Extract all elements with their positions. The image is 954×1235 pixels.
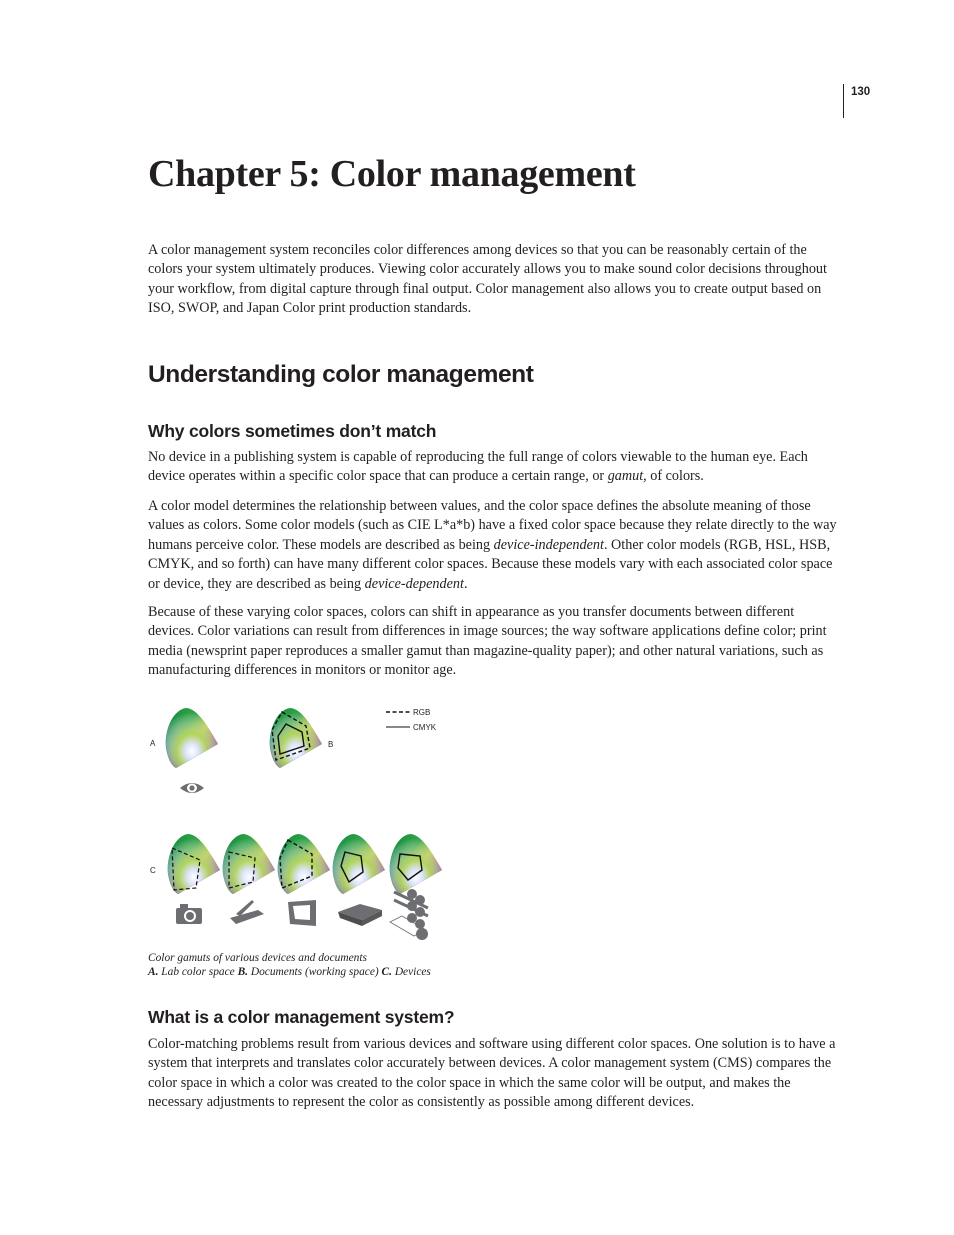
camera-icon (176, 904, 202, 924)
working-space-gamut-diagram (270, 708, 322, 768)
monitor-icon (288, 900, 316, 926)
subsection-heading-cms: What is a color management system? (148, 1007, 455, 1027)
chapter-title: Chapter 5: Color management (148, 153, 636, 195)
paragraph-color-model: A color model determines the relationship between values, and the color space defines the absolute meaning of those values as colors. Some color models (such as CIE L*a*b) have a fixed color space because they relate directly to the way humans perceive color. These models are described as being device-independent. Other color models (RGB, HSL, HSB, CMYK, and so forth) can have many different color spaces. Because these models vary with each associated color space or device, they are described as being device-dependent. (148, 498, 837, 592)
eye-icon (180, 783, 204, 793)
monitor-gamut-diagram (278, 834, 330, 894)
press-icon (390, 889, 428, 940)
caption-title: Color gamuts of various devices and documents (148, 952, 367, 964)
caption-legend: A. Lab color space B. Documents (working space) C. Devices (148, 966, 431, 978)
page-number-rule (843, 84, 844, 118)
legend-rgb-label: RGB (413, 708, 431, 717)
paragraph-gamut: No device in a publishing system is capable of reproducing the full range of colors viewable to the human eye. Each device operates within a specific color space that can produce a certain range, or gamut, of colors. (148, 449, 808, 485)
lab-gamut-diagram (166, 708, 218, 768)
figure-caption (148, 951, 431, 979)
figure-label-a: A (150, 739, 156, 748)
section-heading: Understanding color management (148, 361, 534, 388)
press-gamut-diagram (390, 834, 442, 894)
printer-icon (338, 904, 382, 926)
paragraph-color-shift: Because of these varying color spaces, colors can shift in appearance as you transfer documents between different devices. Color variations can result from differences in image sources; the way software applications define color; print media (newsprint paper reproduces a smaller gamut than magazine-quality paper); and other natural variations, such as manufacturing differences in monitors or monitor age. (148, 604, 827, 679)
paragraph-cms: Color-matching problems result from various devices and software using different color spaces. One solution is to have a system that interprets and translates color accurately between devices. A color management system (CMS) compares the color space in which a color was created to the color space in which the same color will be output, and makes the necessary adjustments to represent the color as consistently as possible among different devices. (148, 1036, 836, 1111)
printer-gamut-diagram (333, 834, 385, 894)
intro-paragraph: A color management system reconciles color differences among devices so that you can be reasonably certain of the colors your system ultimately produces. Viewing color accurately allows you to make sound color decisions throughout your workflow, from digital capture through final output. Color management also allows you to create output based on ISO, SWOP, and Japan Color print production standards. (148, 242, 827, 317)
page-number: 130 (851, 86, 871, 98)
camera-gamut-diagram (168, 834, 220, 894)
color-gamut-figure (148, 700, 448, 945)
subsection-heading-why-colors: Why colors sometimes don’t match (148, 421, 437, 441)
scanner-gamut-diagram (223, 834, 275, 894)
figure-label-b: B (328, 740, 334, 749)
scanner-icon (230, 900, 264, 924)
figure-label-c: C (150, 866, 156, 875)
legend-cmyk-label: CMYK (413, 723, 437, 732)
